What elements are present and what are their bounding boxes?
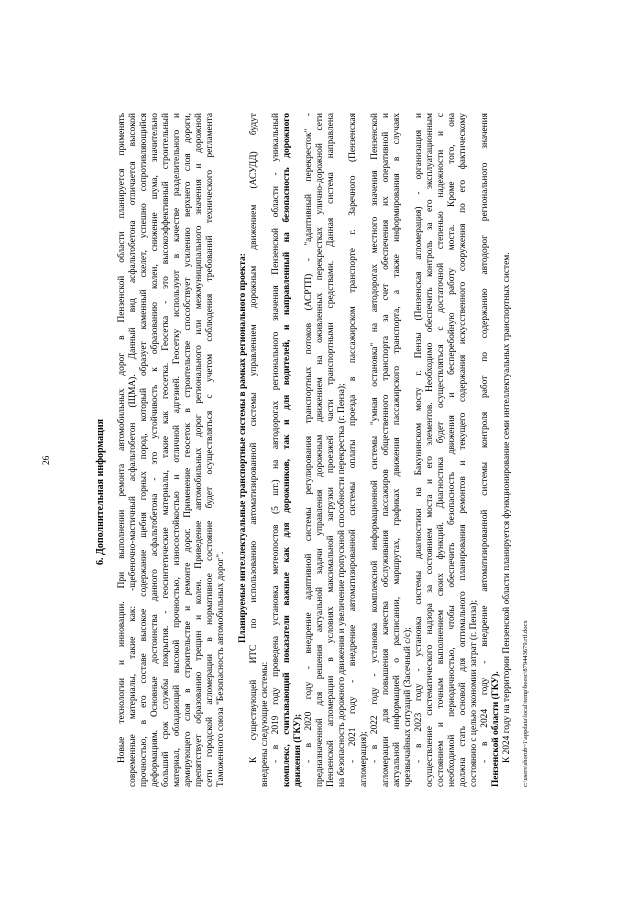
p1-line: Таможенного союза "Безопасность автомобильных дорог".: [216, 551, 226, 787]
section-title: 6. Дополнительная информация: [95, 418, 106, 565]
p1-line: деформациям. Основные достоинства данного асфальтобетона - это устойчивость к образованию колеи, снижение шума, значительно: [150, 113, 160, 787]
item-2023-line: - в 2023 году - установка системы диагностики на Бакунинском мосту г. Пензы (Пензенская агломерация) - организация и: [414, 113, 424, 763]
p1-line: прочностью, в его составе высокое содержание щебня горных пород, который образует каменный скелет, успешно сопротивляющийся: [139, 113, 149, 787]
item-2021-line: агломерация);: [359, 731, 369, 787]
item-2022-line: чрезвычайных ситуаций (Засечный с/с);: [403, 627, 413, 787]
item-2023-line: необходимой периодичностью, чтобы обеспечить безопасность движения и бесперебойную работу моста. Кроме того, она: [447, 113, 457, 787]
p1-line: сети городской агломерации в нормативное состояние будет осуществляться с учетом соблюдения требований технического регламента: [205, 113, 215, 787]
item-2024-line: Пензенской области (ГКУ).: [491, 671, 501, 787]
p1-line: Новые технологии и инновации. При выполнении ремонта автомобильных дорог в Пензенской области планируется применять: [117, 113, 127, 763]
p1-line: материал, обладающий высокой прочностью, износостойкостью и отличной адгезией. Геосетку используют в качестве разделительного и: [172, 113, 182, 787]
footer-file-path: c:\users\shorub~1\appdata\local\temp\beesc\879443679.rtf.docx: [522, 620, 529, 787]
item-2024-line: - в 2024 году - внедрение автоматизированной системы контроля работ по содержанию автодорог регионального значения: [480, 113, 490, 763]
item-2021-line: - 2021 году - внедрение автоматизированной системы оплаты проезда в пассажирском транспорте г. Заречного (Пензенская: [348, 113, 358, 763]
p1-line: препятствует образованию трещин и колеи. Приведение автомобильных дорог регионального или межмуниципального значения и дорожной: [194, 113, 204, 787]
item-2022-line: - в 2022 году - установка комплексной информационной системы "умная остановка" на автодорогах местного значения Пензенской: [370, 113, 380, 763]
item-2019-line: - в 2019 году проведена установка метеопостов (5 шт.) на автодорогах регионального значения Пензенской области - уникальный: [271, 113, 281, 763]
item-2023-line: должна стать основой для оптимального планирования ремонтов и текущего содержания искусственного сооружения по его фактическому: [458, 113, 468, 787]
p1-line: современные материалы, такие как: -щебеночно-мастичный асфальтобетон (ЩМА). Данный вид асфальтобетона отличается высокой: [128, 113, 138, 787]
its-heading: Планируемые интеллектуальные транспортные системы в рамках регионального проекта:: [238, 253, 248, 643]
item-2020-line: Пензенской агломерации в условиях максимальной загрузки проезжей части транспортными средствами. Данная система направлена: [326, 113, 336, 787]
item-2023-line: состоянием и точным выполнением своих функций. Диагностика будет осуществляться с достаточной степенью надежности и с: [436, 113, 446, 787]
item-2023-line: состоянию с целью экономии затрат (г. Пенза);: [469, 599, 479, 787]
page-number: 26: [42, 455, 52, 465]
item-2022-line: агломерации для повышения качества обслуживания пассажиров общественного транспорта за счет обеспечения их оперативной и: [381, 113, 391, 787]
item-2019-line: движения (ГКУ);: [293, 713, 303, 787]
item-2020-line: предназначенной для решения актуальной задачи управления дорожным движением на оживленных перекрестках улично-дорожной сети: [315, 113, 325, 787]
item-2020-line: - в 2020 году - внедрение адаптивной системы регулирования транспортных потоков (АСРТП) - "адаптивный перекресток" -: [304, 113, 314, 763]
its-intro-line: внедрены следующие системы:: [260, 661, 270, 787]
item-2019-line: комплекс, считывающий показатели важные как для дорожников, так и для водителей, и направленный на безопасность дорожного: [282, 113, 292, 787]
p1-line: больший срок службы покрытия. - геосинтетические материалы, такие как геосетка. Геосетка - это высокоэффективный строительный: [161, 113, 171, 787]
closing-sentence: К 2024 году на территории Пензенской области планируется функционирование семи интеллектуальных транспортных систем.: [502, 252, 512, 763]
item-2023-line: осуществление систематического надзора за состоянием моста и его элементов. Необходимо обеспечить контроль за его эксплуатационным: [425, 113, 435, 787]
its-intro-line: К существующей ИТС по использованию автоматизированной системы управлением дорожным движением (АСУДД) будут: [249, 113, 259, 763]
p1-line: армирующего слоя в строительстве и ремонте дорог. Применение геосеток в строительстве способствует усилению верхнего слоя дороги,: [183, 113, 193, 787]
item-2020-line: на безопасность дорожного движения и увеличение пропускной способности перекрестка (г. Пенза);: [337, 383, 347, 787]
item-2022-line: актуальной информацией о расписании, маршрутах, графиках движения пассажирского транспорта, а также информирования в случаях: [392, 113, 402, 787]
